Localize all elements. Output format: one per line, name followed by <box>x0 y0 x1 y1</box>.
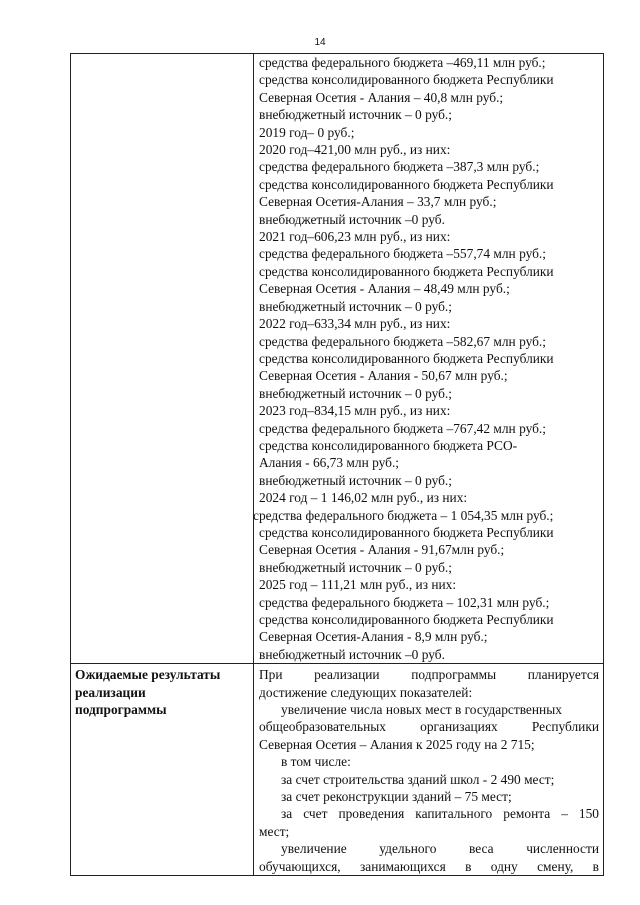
table-row-expected-results <box>71 663 603 875</box>
text-line: средства федерального бюджета – 1 054,35 млн руб.; <box>253 507 554 523</box>
text-line: средства консолидированного бюджета Республики <box>259 72 554 88</box>
text-line: за счет строительства зданий школ - 2 490 мест; <box>281 771 555 787</box>
text-line: внебюджетный источник – 0 руб.; <box>259 472 452 488</box>
text-line: обучающихся, занимающихся в одну смену, в <box>259 858 599 874</box>
text-line: общеобразовательных организациях Республики <box>259 719 599 735</box>
text-line: внебюджетный источник – 0 руб.; <box>259 298 452 314</box>
text-line: Северная Осетия - Алания - 50,67 млн руб.; <box>259 368 508 384</box>
label-cell-expected-results <box>71 664 254 875</box>
text-line: Северная Осетия – Алания к 2025 году на 2 715; <box>259 736 535 752</box>
text-line: средства консолидированного бюджета Республики <box>259 263 554 279</box>
text-line: увеличение числа новых мест в государственных <box>281 702 562 718</box>
text-line: Северная Осетия-Алания - 8,9 млн руб.; <box>259 629 488 645</box>
text-line: 2020 год–421,00 млн руб., из них: <box>259 142 451 158</box>
text-line: средства федерального бюджета –767,42 млн руб.; <box>259 420 546 436</box>
text-line: в том числе: <box>281 754 351 770</box>
text-line: Северная Осетия - Алания – 40,8 млн руб.; <box>259 89 504 105</box>
text-line: достижение следующих показателей: <box>259 684 473 700</box>
text-line: увеличение удельного веса численности <box>281 841 599 857</box>
text-line: При реализации подпрограммы планируется <box>259 667 599 683</box>
text-line: средства федерального бюджета –387,3 млн руб.; <box>259 159 540 175</box>
text-line: средства федерального бюджета –557,74 млн руб.; <box>259 246 546 262</box>
label-line: реализации <box>75 684 146 700</box>
text-line: внебюджетный источник –0 руб. <box>259 646 445 662</box>
label-cell-empty <box>71 54 254 663</box>
text-line: внебюджетный источник –0 руб. <box>259 211 445 227</box>
text-line: Алания - 66,73 млн руб.; <box>259 455 400 471</box>
text-line: средства консолидированного бюджета Республики <box>259 176 554 192</box>
text-line: за счет проведения капитального ремонта – 150 <box>281 806 599 822</box>
text-line: 2024 год – 1 146,02 млн руб., из них: <box>259 490 468 506</box>
text-line: за счет реконструкции зданий – 75 мест; <box>281 789 512 805</box>
text-line: мест; <box>259 823 290 839</box>
text-line: средства консолидированного бюджета Республики <box>259 350 554 366</box>
text-line: средства федерального бюджета –469,11 млн руб.; <box>259 55 546 70</box>
text-line: 2022 год–633,34 млн руб., из них: <box>259 316 451 332</box>
text-line: средства консолидированного бюджета Республики <box>259 612 554 627</box>
text-line: 2021 год–606,23 млн руб., из них: <box>259 229 451 245</box>
financing-cell <box>254 54 603 663</box>
text-line: 2025 год – 111,21 млн руб., из них: <box>259 577 457 593</box>
text-line: Северная Осетия - Алания - 91,67млн руб.; <box>259 542 505 558</box>
text-line: 2023 год–834,15 млн руб., из них: <box>259 403 451 419</box>
expected-results-cell <box>254 664 603 875</box>
label-line: подпрограммы <box>75 702 167 718</box>
text-line: средства консолидированного бюджета РСО- <box>259 437 518 453</box>
text-line: средства федерального бюджета –582,67 млн руб.; <box>259 333 546 349</box>
text-line: 2019 год– 0 руб.; <box>259 124 355 140</box>
text-line: Северная Осетия - Алания – 48,49 млн руб.; <box>259 281 510 297</box>
text-line: средства федерального бюджета – 102,31 млн руб.; <box>259 594 550 610</box>
text-line: Северная Осетия-Алания – 33,7 млн руб.; <box>259 194 497 210</box>
text-line: внебюджетный источник – 0 руб.; <box>259 385 452 401</box>
text-line: средства консолидированного бюджета Республики <box>259 524 554 540</box>
table-row-financing <box>71 54 603 663</box>
text-line: внебюджетный источник – 0 руб.; <box>259 559 452 575</box>
page-number: 14 <box>314 37 326 48</box>
label-line: Ожидаемые результаты <box>75 667 221 683</box>
program-table <box>70 53 604 876</box>
text-line: внебюджетный источник – 0 руб.; <box>259 107 452 123</box>
